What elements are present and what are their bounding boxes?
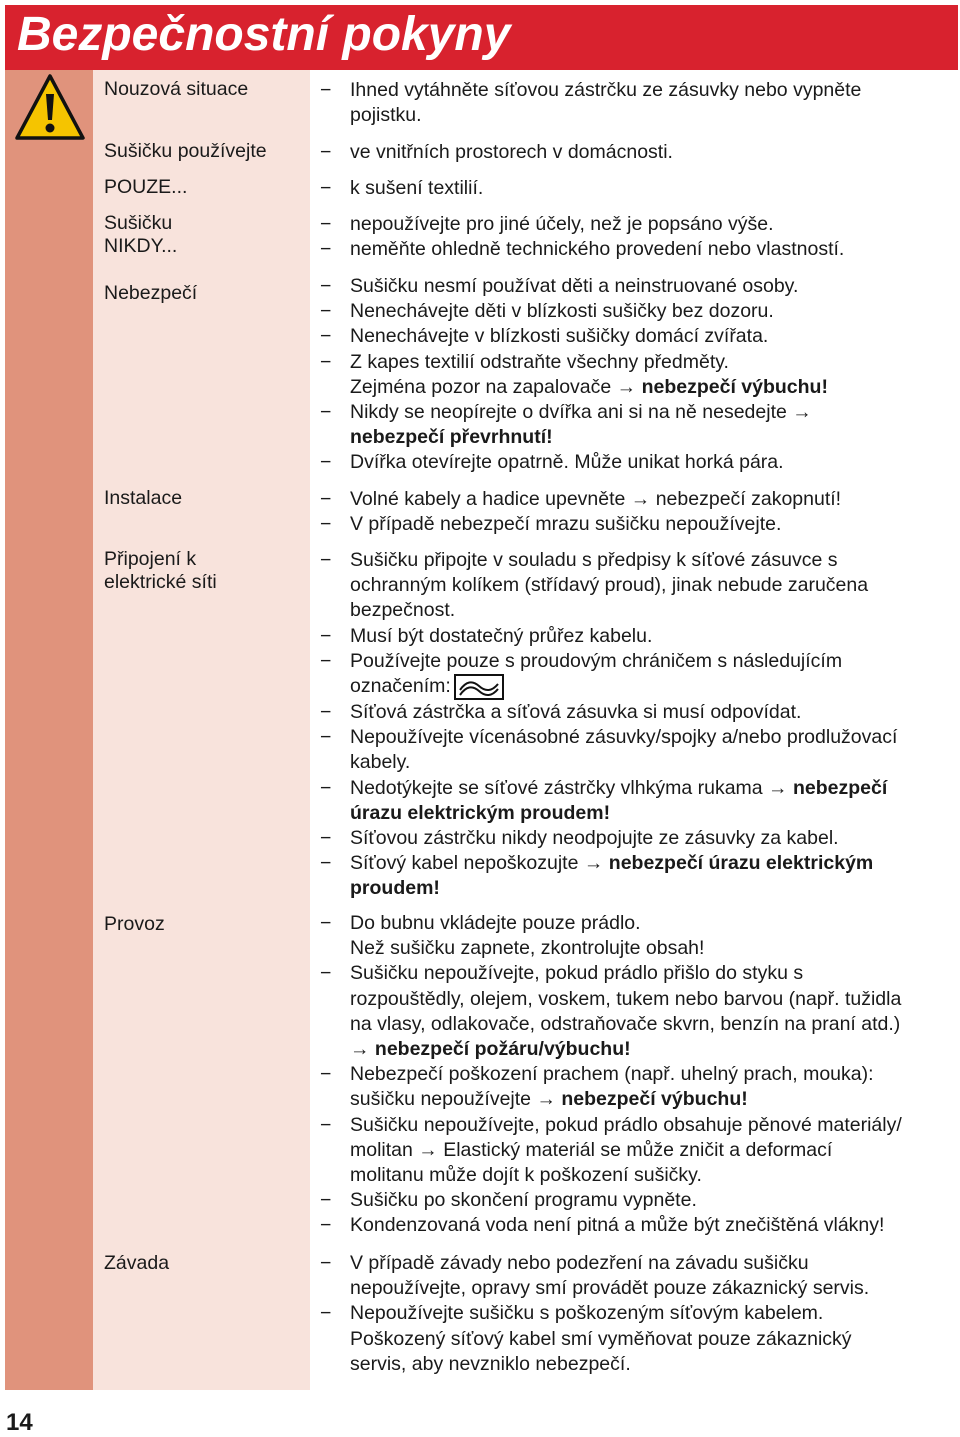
label-line: NIKDY...	[104, 235, 178, 257]
section-emergency	[320, 78, 955, 128]
item-text: Kondenzovaná voda není pitná a může být znečištěná vlákny!	[350, 1214, 885, 1237]
section-label-emergency: Nouzová situace	[104, 78, 249, 100]
page-header	[5, 5, 958, 70]
list-item	[320, 1301, 955, 1377]
list-item	[320, 624, 955, 649]
item-text: Nedotýkejte se síťové zástrčky vlhkýma rukama →	[350, 776, 793, 799]
list-item	[320, 176, 955, 201]
item-text: Než sušičku zapnete, zkontrolujte obsah!	[350, 937, 705, 960]
dash: −	[320, 1189, 332, 1212]
item-text-bold: → nebezpečí požáru/výbuchu!	[350, 1038, 631, 1061]
item-text: Zejména pozor na zapalovače →	[350, 375, 642, 398]
item-text: bezpečnost.	[350, 599, 456, 622]
dash: −	[320, 325, 332, 348]
item-text: neměňte ohledně technického provedení nebo vlastností.	[350, 238, 845, 261]
dash: −	[320, 549, 332, 571]
dash: −	[320, 962, 332, 985]
item-text: Musí být dostatečný průřez kabelu.	[350, 624, 653, 647]
item-text: Nenechávejte v blízkosti sušičky domácí zvířata.	[350, 325, 769, 348]
dash: −	[320, 488, 332, 510]
section-label-danger: Nebezpečí	[104, 282, 198, 304]
item-text: ochranným kolíkem (střídavý proud), jinak nebude zaručena	[350, 574, 869, 597]
item-text-bold: nebezpečí výbuchu!	[561, 1088, 748, 1111]
dash: −	[320, 701, 332, 724]
item-text: Používejte pouze s proudovým chráničem s následujícím	[350, 649, 843, 672]
item-text: k sušení textilií.	[350, 177, 484, 199]
list-item	[320, 299, 955, 324]
list-item	[320, 649, 955, 700]
list-item	[320, 725, 955, 775]
dash: −	[320, 1063, 332, 1086]
list-item	[320, 548, 955, 624]
list-item	[320, 851, 955, 901]
list-item	[320, 776, 955, 826]
list-item	[320, 450, 955, 475]
page-title: Bezpečnostní pokyny	[17, 8, 511, 61]
dash: −	[320, 726, 332, 749]
item-text: Nepoužívejte sušičku s poškozeným síťovým kabelem.	[350, 1302, 824, 1325]
item-text: V případě nebezpečí mrazu sušičku nepoužívejte.	[350, 513, 782, 536]
page-number: 14	[6, 1409, 33, 1436]
item-text-bold: proudem!	[350, 877, 440, 900]
item-text: Sušičku nepoužívejte, pokud prádlo obsahuje pěnové materiály/	[350, 1113, 902, 1136]
item-text: označením:	[350, 675, 451, 698]
item-text-bold: nebezpečí výbuchu!	[641, 375, 828, 398]
item-text: nepoužívejte, opravy smí provádět pouze zákaznický servis.	[350, 1277, 870, 1300]
dash: −	[320, 624, 332, 647]
list-item	[320, 140, 955, 165]
list-item	[320, 350, 955, 400]
item-text: Nikdy se neopírejte o dvířka ani si na ně nesedejte →	[350, 401, 812, 424]
item-text: pojistku.	[350, 104, 422, 127]
list-item	[320, 512, 955, 537]
section-label-only: POUZE...	[104, 176, 188, 198]
list-item	[320, 700, 955, 725]
item-text: molitanu může dojít k poškození sušičky.	[350, 1164, 702, 1187]
item-text: molitan → Elastický materiál se může zničit a deformací	[350, 1138, 833, 1161]
item-text: Sušičku po skončení programu vypněte.	[350, 1189, 697, 1212]
list-item	[320, 212, 955, 237]
item-text: nepoužívejte pro jiné účely, než je popsáno výše.	[350, 213, 774, 235]
item-text: ve vnitřních prostorech v domácnosti.	[350, 141, 673, 163]
list-item	[320, 911, 955, 961]
list-item	[320, 324, 955, 349]
list-item	[320, 487, 955, 512]
item-text: Sušičku nepoužívejte, pokud prádlo přišlo do styku s	[350, 962, 804, 985]
dash: −	[320, 177, 332, 199]
section-electrical	[320, 548, 955, 902]
item-text: sušičku nepoužívejte →	[350, 1088, 562, 1111]
item-text: V případě závady nebo podezření na závadu sušičku	[350, 1252, 809, 1274]
section-use	[320, 140, 955, 165]
dash: −	[320, 238, 332, 261]
list-item	[320, 1251, 955, 1301]
item-text-bold: nebezpečí převrhnutí!	[350, 426, 553, 449]
side-strip	[5, 70, 93, 1390]
dash: −	[320, 912, 332, 934]
item-text: Ihned vytáhněte síťovou zástrčku ze zásuvky nebo vypněte	[350, 79, 862, 101]
item-text: Z kapes textilií odstraňte všechny předměty.	[350, 350, 729, 373]
dash: −	[320, 1214, 332, 1237]
item-text-bold: nebezpečí úrazu elektrickým	[608, 852, 874, 875]
dash: −	[320, 401, 332, 424]
warning-triangle-icon	[14, 72, 86, 142]
dash: −	[320, 350, 332, 373]
label-line: Sušičku	[104, 212, 173, 234]
list-item	[320, 237, 955, 262]
item-text: Volné kabely a hadice upevněte → nebezpečí zakopnutí!	[350, 488, 842, 510]
dash: −	[320, 1113, 332, 1136]
list-item	[320, 274, 955, 299]
item-text: Sušičku připojte v souladu s předpisy k síťové zásuvce s	[350, 549, 838, 571]
section-label-electrical	[104, 548, 304, 594]
item-text-bold: nebezpečí	[792, 776, 888, 799]
label-line: elektrické síti	[104, 571, 217, 593]
item-text: Dvířka otevírejte opatrně. Může unikat horká pára.	[350, 451, 784, 474]
section-label-use: Sušičku používejte	[104, 140, 267, 162]
residual-current-device-symbol-icon	[454, 674, 504, 700]
list-item	[320, 1188, 955, 1213]
item-text: kabely.	[350, 751, 411, 774]
item-text: Sušičku nesmí používat děti a neinstruované osoby.	[350, 275, 799, 297]
label-line: Připojení k	[104, 548, 197, 570]
item-text: rozpouštědly, olejem, voskem, tukem nebo barvou (např. tužidla	[350, 987, 902, 1010]
section-label-operation: Provoz	[104, 913, 165, 935]
section-installation	[320, 487, 955, 537]
dash: −	[320, 649, 332, 672]
item-text: Nebezpečí poškození prachem (např. uhelný prach, mouka):	[350, 1063, 874, 1086]
item-text: Síťový kabel nepoškozujte →	[350, 852, 609, 875]
item-text: na vlasy, odlakovače, odstraňovače skvrn, benzín na praní atd.)	[350, 1012, 901, 1035]
list-item	[320, 78, 955, 128]
list-item	[320, 1062, 955, 1112]
item-text-bold: úrazu elektrickým proudem!	[350, 801, 611, 824]
dash: −	[320, 1252, 332, 1274]
section-label-never	[104, 212, 304, 258]
section-only	[320, 176, 955, 201]
list-item	[320, 1113, 955, 1189]
item-text: servis, aby nevzniklo nebezpečí.	[350, 1352, 631, 1375]
item-text: Nepoužívejte vícenásobné zásuvky/spojky a/nebo prodlužovací	[350, 726, 898, 749]
section-danger	[320, 274, 955, 476]
dash: −	[320, 213, 332, 235]
list-item	[320, 1213, 955, 1238]
item-text: Síťovou zástrčku nikdy neodpojujte ze zásuvky za kabel.	[350, 827, 839, 850]
list-item	[320, 400, 955, 450]
item-text: Do bubnu vkládejte pouze prádlo.	[350, 912, 641, 934]
dash: −	[320, 141, 332, 163]
dash: −	[320, 275, 332, 297]
dash: −	[320, 513, 332, 536]
dash: −	[320, 451, 332, 474]
section-never	[320, 212, 955, 262]
item-text: Poškozený síťový kabel smí vyměňovat pouze zákaznický	[350, 1327, 852, 1350]
dash: −	[320, 300, 332, 323]
section-operation	[320, 911, 955, 1239]
list-item	[320, 826, 955, 851]
item-text: Nenechávejte děti v blízkosti sušičky bez dozoru.	[350, 300, 774, 323]
section-fault	[320, 1251, 955, 1377]
dash: −	[320, 776, 332, 799]
dash: −	[320, 852, 332, 875]
label-column	[93, 70, 310, 1390]
section-label-installation: Instalace	[104, 487, 183, 509]
item-text: Síťová zástrčka a síťová zásuvka si musí odpovídat.	[350, 701, 802, 724]
section-label-fault: Závada	[104, 1252, 170, 1274]
list-item	[320, 961, 955, 1062]
dash: −	[320, 1302, 332, 1325]
dash: −	[320, 79, 332, 101]
dash: −	[320, 827, 332, 850]
